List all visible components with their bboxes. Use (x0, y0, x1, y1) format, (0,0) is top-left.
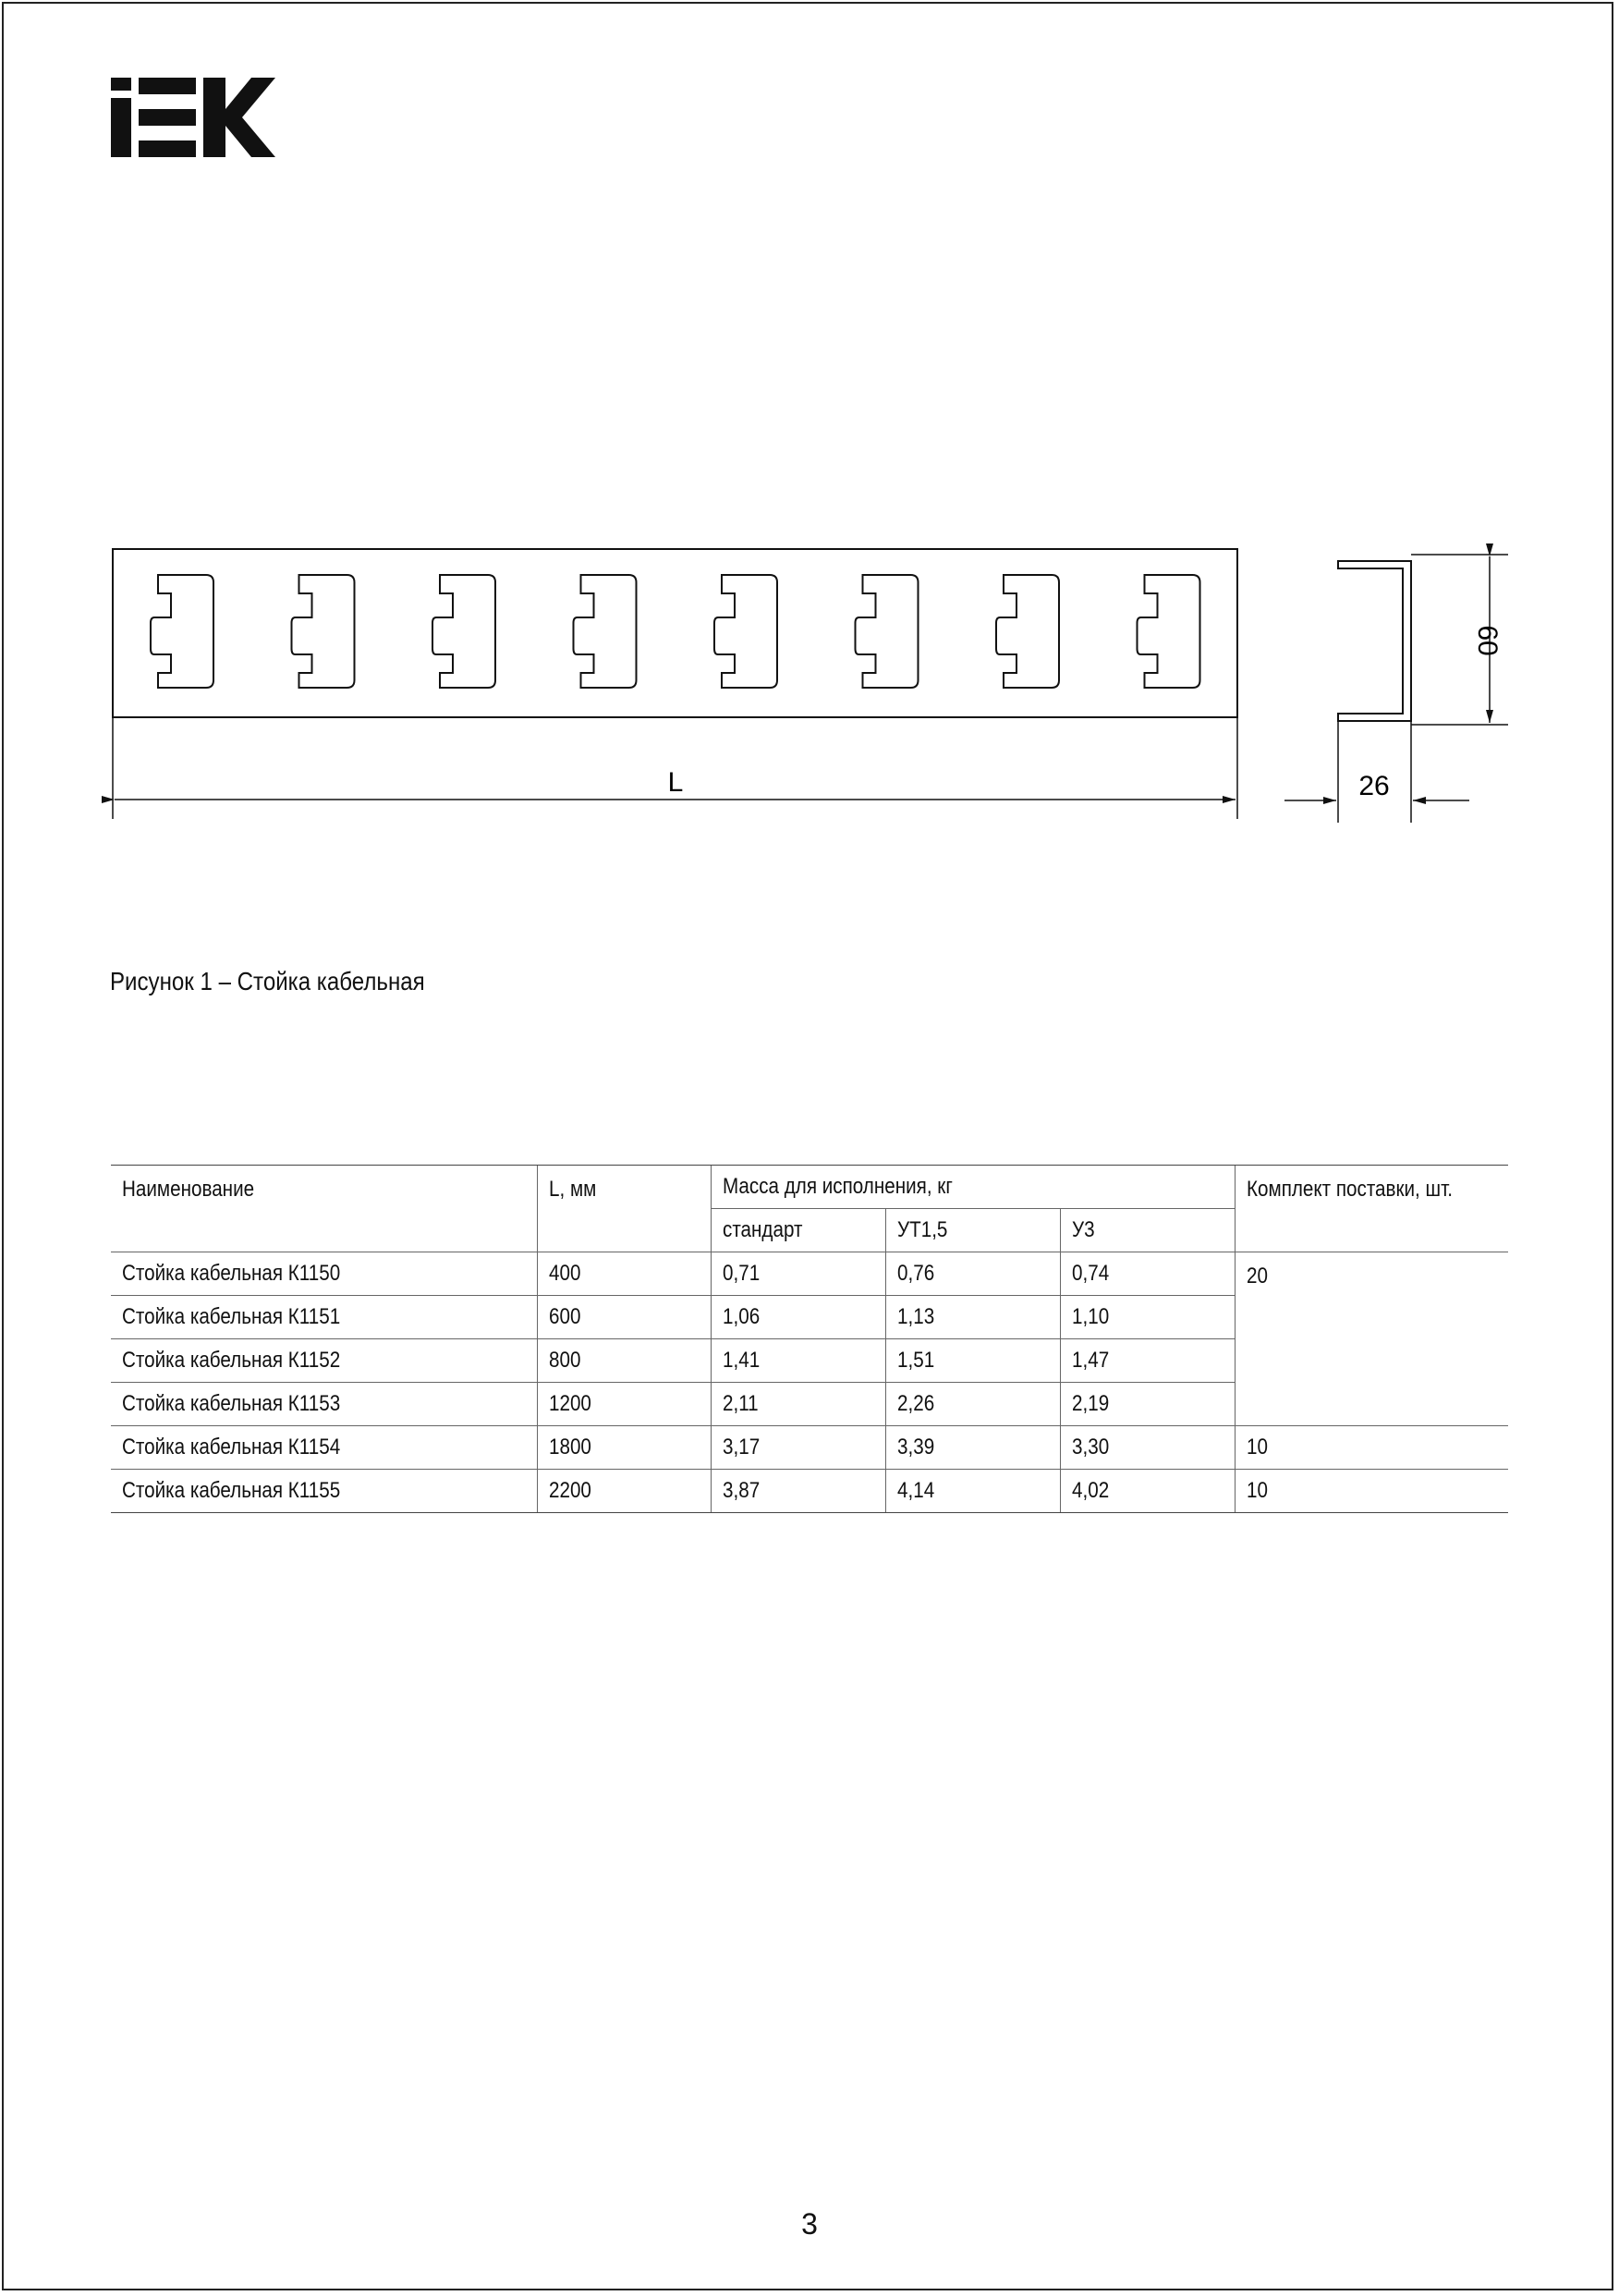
perforation-slot (1138, 575, 1200, 688)
perforation-slot (432, 575, 495, 688)
perforation-slots (151, 575, 1200, 688)
table-row: Стойка кабельная К1152 800 1,41 1,51 1,47 (111, 1339, 1508, 1383)
width-dimension-label: 26 (1358, 771, 1390, 801)
header-name: Наименование (111, 1166, 537, 1252)
header-mass-standard: стандарт (711, 1209, 885, 1252)
height-dimension-label: 60 (1472, 625, 1503, 656)
spec-table (111, 1165, 1508, 1513)
perforation-slot (574, 575, 637, 688)
page-number: 3 (801, 2207, 818, 2241)
perforation-slot (292, 575, 355, 688)
header-mass-u3: У3 (1060, 1209, 1235, 1252)
stand-front-view (113, 549, 1237, 717)
header-mass: Масса для исполнения, кг (711, 1166, 1235, 1209)
length-dimension-label: L (667, 767, 684, 798)
table-row: Стойка кабельная К1151 600 1,06 1,13 1,10 (111, 1296, 1508, 1339)
figure-caption: Рисунок 1 – Стойка кабельная (110, 967, 425, 995)
perforation-slot (714, 575, 777, 688)
kit-cell-merged: 20 (1235, 1252, 1508, 1426)
perforation-slot (856, 575, 919, 688)
header-kit: Комплект поставки, шт. (1235, 1166, 1508, 1252)
perforation-slot (996, 575, 1059, 688)
header-mass-ut15: УТ1,5 (885, 1209, 1060, 1252)
stand-side-profile (1338, 561, 1411, 721)
cable-stand-drawing (0, 0, 1619, 924)
table-row: Стойка кабельная К1155 2200 3,87 4,14 4,02 10 (111, 1470, 1508, 1513)
table-row: Стойка кабельная К1150 400 0,71 0,76 0,74 20 (111, 1252, 1508, 1296)
table-row: Стойка кабельная К1153 1200 2,11 2,26 2,19 (111, 1383, 1508, 1426)
header-length: L, мм (537, 1166, 711, 1252)
table-row: Стойка кабельная К1154 1800 3,17 3,39 3,30 10 (111, 1426, 1508, 1470)
perforation-slot (151, 575, 213, 688)
table-header-row (111, 1166, 1508, 1209)
